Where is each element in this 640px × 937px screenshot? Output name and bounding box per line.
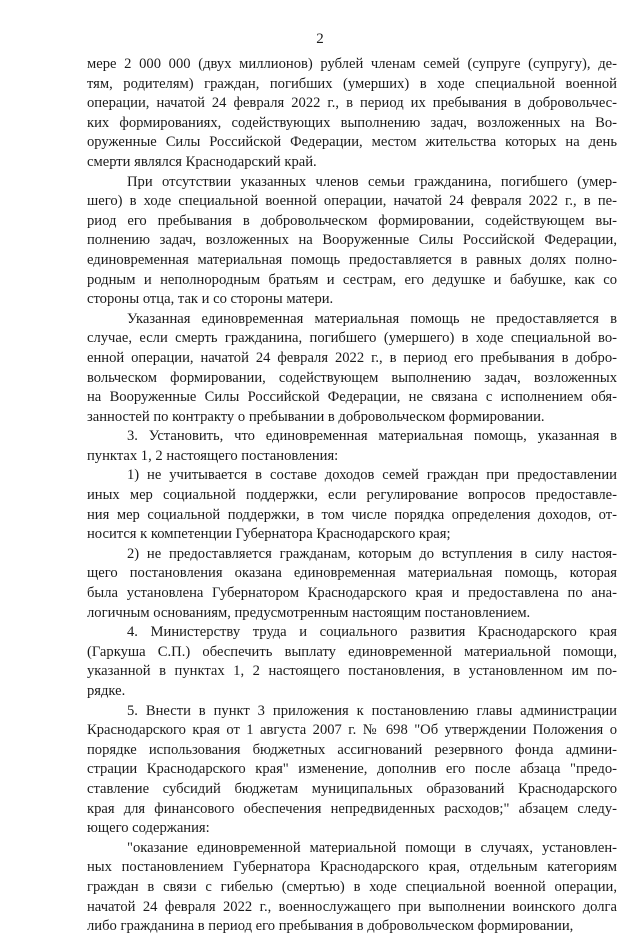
text-line: енной операции, начатой 24 февраля 2022 г., в период его пребывания в добро- (87, 349, 617, 366)
text-line: рядке. (87, 683, 126, 699)
document-body (87, 55, 617, 937)
paragraph (87, 310, 617, 428)
text-line: Указанная единовременная материальная помощь не предоставляется в (127, 310, 617, 327)
text-line: случае, если смерть гражданина, погибшего (умершего) в ходе специальной во- (87, 330, 617, 347)
text-line: иных мер социальной поддержки, если регулирование вопросов предоставле- (87, 487, 617, 504)
text-line: тям, родителям) граждан, погибших (умерших) в ходе специальной военной (87, 75, 617, 92)
text-line: ния мер социальной поддержки, в том числе порядка определения доходов, от- (87, 506, 617, 523)
paragraph (87, 839, 617, 937)
text-line: страции Краснодарского края" изменение, дополнив его после абзаца "предо- (87, 761, 617, 778)
text-line: При отсутствии указанных членов семьи гражданина, погибшего (умер- (127, 173, 617, 190)
text-line: вольческом формировании, содействующем выполнению задач, возложенных (87, 369, 617, 386)
text-line: либо гражданина в период его пребывания в добровольческом формировании, (87, 918, 574, 935)
text-line: оруженные Силы Российской Федерации, местом жительства которых на день (87, 134, 617, 151)
text-line: начатой 24 февраля 2022 г., военнослужащего при выполнении воинского долга (87, 898, 617, 915)
text-line: операции, начатой 24 февраля 2022 г., в период их пребывания в добровольчес- (87, 95, 617, 112)
text-line: граждан в связи с гибелью (смертью) в ходе специальной военной операции, (87, 878, 617, 895)
paragraph (87, 702, 617, 839)
text-line: 4. Министерству труда и социального развития Краснодарского края (127, 624, 617, 641)
paragraph (87, 173, 617, 310)
text-line: носится к компетенции Губернатора Краснодарского края; (87, 526, 451, 543)
text-line: ставление субсидий бюджетам муниципальных образований Краснодарского (87, 780, 617, 797)
paragraph (87, 55, 617, 173)
text-line: была установлена Губернатором Краснодарского края и предоставлена по ана- (87, 585, 617, 602)
page-number: 2 (316, 31, 324, 47)
text-line: на Вооруженные Силы Российской Федерации, не связана с исполнением обя- (87, 389, 617, 406)
text-line: смерти являлся Краснодарский край. (87, 153, 317, 170)
text-line: края для финансового обеспечения непредвиденных расходов;" абзацем следу- (87, 800, 617, 817)
text-line: шего) в ходе специальной военной операции, начатой 24 февраля 2022 г., в пе- (87, 193, 617, 210)
text-line: 3. Установить, что единовременная материальная помощь, указанная в (127, 428, 617, 445)
text-line: родным и неполнородным братьям и сестрам, его дедушке и бабушке, как со (87, 271, 617, 288)
text-line: единовременная материальная помощь предоставляется в равных долях полно- (87, 251, 617, 268)
text-line: пунктах 1, 2 настоящего постановления: (87, 447, 339, 464)
paragraph (87, 427, 617, 466)
text-line: 5. Внести в пункт 3 приложения к постановлению главы администрации (127, 702, 617, 719)
paragraph (87, 623, 617, 701)
text-line: полнению задач, возложенных на Вооруженные Силы Российской Федерации, (87, 232, 617, 249)
text-line: "оказание единовременной материальной помощи в случаях, установлен- (127, 839, 617, 856)
text-line: риод его пребывания в добровольческом формировании, содействующем вы- (87, 212, 617, 229)
text-line: логичным основаниям, предусмотренным настоящим постановлением. (87, 604, 531, 621)
text-line: ных постановлением Губернатора Краснодарского края, отдельным категориям (87, 859, 617, 876)
text-line: 1) не учитывается в составе доходов семей граждан при предоставлении (127, 467, 617, 484)
text-line: занностей по контракту о пребывании в добровольческом формировании. (87, 408, 545, 425)
paragraph (87, 466, 617, 544)
text-line: Краснодарского края от 1 августа 2007 г. № 698 "Об утверждении Положения о (87, 722, 617, 739)
text-line: стороны отца, так и со стороны матери. (87, 291, 334, 308)
paragraph (87, 545, 617, 623)
text-line: мере 2 000 000 (двух миллионов) рублей членам семей (супруге (супругу), де- (87, 56, 617, 72)
text-line: ющего содержания: (87, 820, 210, 837)
text-line: порядке использования бюджетных ассигнований резервного фонда админи- (87, 741, 617, 758)
text-line: (Гаркуша С.П.) обеспечить выплату единовременной материальной помощи, (87, 643, 617, 660)
text-line: щего постановления оказана единовременная материальная помощь, которая (87, 565, 617, 582)
text-line: 2) не предоставляется гражданам, которым до вступления в силу настоя- (127, 545, 617, 562)
text-line: ких формированиях, содействующих выполнению задач, возложенных на Во- (87, 114, 617, 131)
text-line: указанной в пунктах 1, 2 настоящего постановления, в установленном им по- (87, 663, 617, 680)
